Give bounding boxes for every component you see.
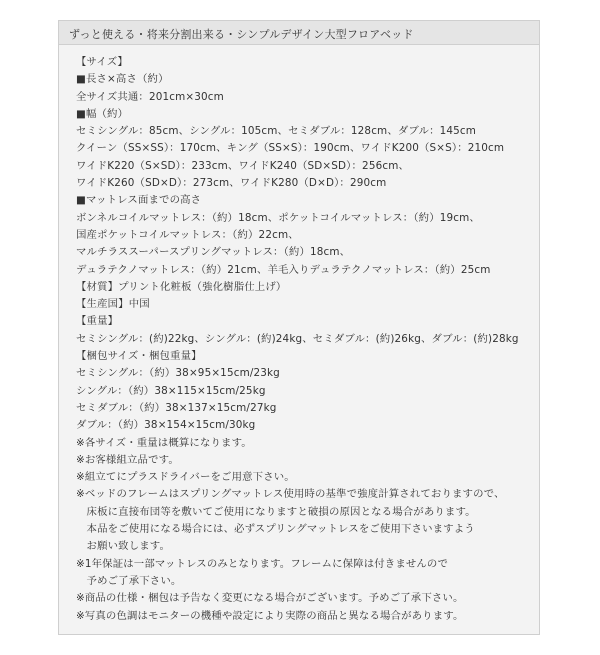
spec-line: 予めご了承下さい。	[76, 574, 182, 587]
spec-line: 国産ポケットコイルマットレス：（約）22cm、	[76, 228, 299, 241]
spec-line: ボンネルコイルマットレス：（約）18cm、ポケットコイルマットレス：（約）19cm、	[76, 211, 480, 224]
spec-line: ワイドK260（SD×D）：273cm、ワイドK280（D×D）：290cm	[76, 177, 387, 190]
spec-line: ※ベッドのフレームはスプリングマットレス使用時の基準で強度計算されておりますので、	[76, 488, 505, 501]
spec-line: ※商品の仕様・梱包は予告なく変更になる場合がございます。予めご了承下さい。	[76, 592, 464, 605]
spec-line: クイーン（SS×SS）：170cm、キング（SS×S）：190cm、ワイドK200（S×S）：210cm	[76, 142, 505, 155]
spec-line: 【サイズ】	[76, 56, 128, 68]
spec-line: セミシングル：（約）38×95×15cm/23kg	[76, 367, 280, 380]
spec-line: セミダブル：（約）38×137×15cm/27kg	[76, 401, 277, 414]
spec-line: ※組立てにプラスドライバーをご用意下さい。	[76, 471, 295, 484]
spec-line: 【重量】	[76, 315, 119, 328]
spec-line: マルチラススーパースプリングマットレス：（約）18cm、	[76, 246, 351, 259]
spec-line: デュラテクノマットレス：（約）21cm、羊毛入りデュラテクノマットレス：（約）25cm	[76, 263, 491, 276]
spec-line: シングル：（約）38×115×15cm/25kg	[76, 384, 266, 397]
spec-line: 床板に直接布団等を敷いてご使用になりますと破損の原因となる場合があります。	[76, 505, 476, 518]
spec-line: 全サイズ共通：201cm×30cm	[76, 90, 224, 103]
spec-line: 【梱包サイズ・梱包重量】	[76, 350, 202, 363]
spec-line: ※各サイズ・重量は概算になります。	[76, 436, 252, 449]
spec-line: セミシングル：(約)22kg、シングル：(約)24kg、セミダブル：(約)26kg、ダブル：(約)28kg	[76, 332, 519, 345]
spec-panel	[58, 20, 540, 635]
spec-title: ずっと使える・将来分割出来る・シンプルデザイン大型フロアベッド	[69, 28, 414, 41]
spec-text-block	[76, 54, 536, 625]
spec-header	[59, 21, 539, 45]
spec-line: ■マットレス面までの高さ	[76, 194, 202, 207]
spec-line: 【生産国】中国	[76, 298, 150, 311]
spec-line: お願い致します。	[76, 540, 171, 553]
spec-line: 【材質】プリント化粧板（強化樹脂仕上げ）	[76, 280, 287, 293]
spec-line: ダブル：（約）38×154×15cm/30kg	[76, 419, 256, 432]
spec-line: ■幅（約）	[76, 107, 129, 120]
spec-line: ■長さ×高さ（約）	[76, 73, 169, 86]
spec-line: ワイドK220（S×SD）：233cm、ワイドK240（SD×SD）：256cm、	[76, 159, 410, 172]
spec-line: ※お客様組立品です。	[76, 453, 179, 466]
spec-line: ※写真の色調はモニターの機種や設定により実際の商品と異なる場合があります。	[76, 609, 464, 622]
spec-line: 本品をご使用になる場合には、必ずスプリングマットレスをご使用下さいますよう	[76, 523, 475, 536]
spec-line: セミシングル：85cm、シングル：105cm、セミダブル：128cm、ダブル：145cm	[76, 125, 477, 138]
spec-line: ※1年保証は一部マットレスのみとなります。フレームに保障は付きませんので	[76, 557, 449, 570]
